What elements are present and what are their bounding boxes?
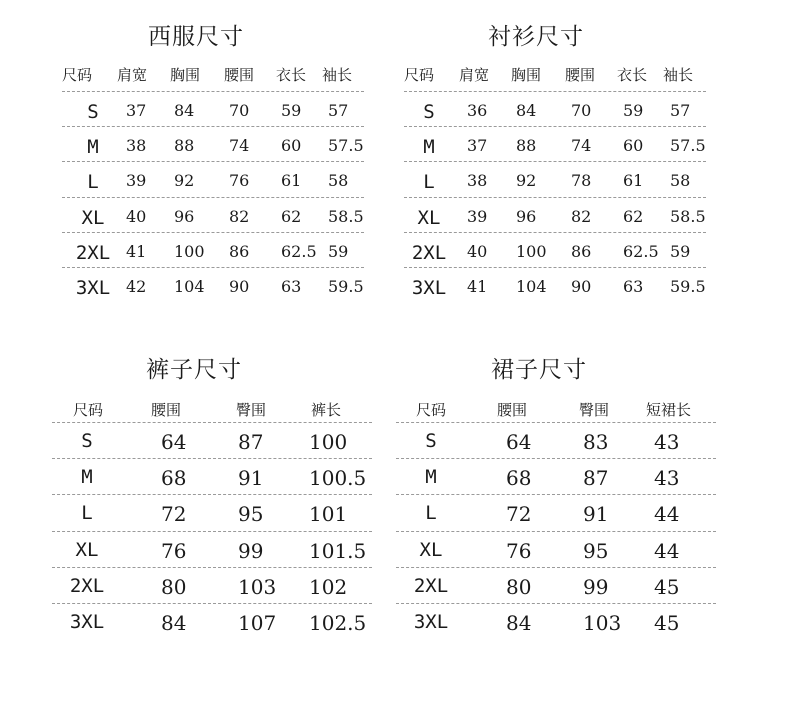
column-header: 袖长 bbox=[663, 66, 694, 84]
size-label: M bbox=[425, 466, 437, 489]
measurement-value: 91 bbox=[238, 466, 264, 491]
measurement-value: 102 bbox=[309, 574, 348, 599]
measurement-value: 57.5 bbox=[328, 136, 364, 156]
measurement-value: 37 bbox=[467, 136, 488, 156]
row-divider bbox=[396, 422, 716, 423]
measurement-value: 78 bbox=[571, 171, 592, 191]
measurement-value: 82 bbox=[229, 206, 250, 226]
size-label: XL bbox=[419, 538, 443, 561]
measurement-value: 68 bbox=[161, 466, 187, 491]
measurement-value: 68 bbox=[506, 466, 532, 491]
measurement-value: 62.5 bbox=[281, 241, 317, 261]
row-divider bbox=[404, 267, 706, 268]
measurement-value: 60 bbox=[281, 136, 302, 156]
row-divider bbox=[52, 422, 372, 423]
row-divider bbox=[62, 267, 364, 268]
size-label: L bbox=[81, 502, 93, 525]
column-header: 袖长 bbox=[322, 66, 353, 84]
measurement-value: 43 bbox=[654, 430, 680, 454]
measurement-value: 100.5 bbox=[309, 466, 367, 491]
measurement-value: 87 bbox=[238, 430, 264, 454]
row-divider bbox=[396, 531, 716, 532]
size-label: 2XL bbox=[75, 241, 111, 264]
measurement-value: 62.5 bbox=[623, 241, 659, 261]
measurement-value: 37 bbox=[126, 101, 147, 120]
measurement-value: 101 bbox=[309, 502, 348, 527]
column-header: 衣长 bbox=[617, 66, 648, 84]
column-header: 胸围 bbox=[511, 66, 542, 84]
measurement-value: 101.5 bbox=[309, 538, 367, 563]
measurement-value: 96 bbox=[516, 206, 537, 226]
measurement-value: 64 bbox=[506, 430, 532, 454]
measurement-value: 76 bbox=[506, 538, 532, 563]
measurement-value: 80 bbox=[161, 574, 187, 599]
size-label: M bbox=[423, 136, 435, 159]
measurement-value: 80 bbox=[506, 574, 532, 599]
size-label: M bbox=[87, 136, 99, 159]
measurement-value: 58 bbox=[670, 171, 691, 191]
measurement-value: 107 bbox=[238, 611, 277, 635]
column-header: 腰围 bbox=[151, 401, 182, 419]
measurement-value: 87 bbox=[583, 466, 609, 491]
column-header: 裤长 bbox=[311, 401, 342, 419]
measurement-value: 84 bbox=[516, 101, 537, 120]
measurement-value: 63 bbox=[281, 277, 302, 296]
measurement-value: 70 bbox=[571, 101, 592, 120]
row-divider bbox=[62, 91, 364, 92]
measurement-value: 58.5 bbox=[328, 206, 364, 226]
row-divider bbox=[62, 197, 364, 198]
measurement-value: 42 bbox=[126, 277, 147, 296]
measurement-value: 76 bbox=[161, 538, 187, 563]
measurement-value: 36 bbox=[467, 101, 488, 120]
size-label: L bbox=[87, 171, 99, 194]
size-label: M bbox=[81, 466, 93, 489]
measurement-value: 72 bbox=[161, 502, 187, 527]
measurement-value: 61 bbox=[281, 171, 302, 191]
measurement-value: 58 bbox=[328, 171, 349, 191]
measurement-value: 72 bbox=[506, 502, 532, 527]
column-header: 肩宽 bbox=[117, 66, 148, 84]
size-label: 3XL bbox=[69, 611, 105, 633]
measurement-value: 99 bbox=[583, 574, 609, 599]
measurement-value: 62 bbox=[281, 206, 302, 226]
measurement-value: 58.5 bbox=[670, 206, 706, 226]
size-label: L bbox=[425, 502, 437, 525]
size-label: XL bbox=[417, 206, 441, 229]
column-header: 尺码 bbox=[404, 66, 435, 84]
row-divider bbox=[52, 458, 372, 459]
measurement-value: 74 bbox=[229, 136, 250, 156]
measurement-value: 59.5 bbox=[328, 277, 364, 296]
measurement-value: 59 bbox=[281, 101, 302, 120]
measurement-value: 88 bbox=[174, 136, 195, 156]
measurement-value: 100 bbox=[309, 430, 348, 454]
column-header: 尺码 bbox=[62, 66, 93, 84]
row-divider bbox=[52, 494, 372, 495]
measurement-value: 40 bbox=[126, 206, 147, 226]
size-label: L bbox=[423, 171, 435, 194]
row-divider bbox=[62, 126, 364, 127]
measurement-value: 96 bbox=[174, 206, 195, 226]
measurement-value: 40 bbox=[467, 241, 488, 261]
column-header: 腰围 bbox=[224, 66, 255, 84]
row-divider bbox=[404, 161, 706, 162]
measurement-value: 84 bbox=[161, 611, 187, 635]
size-label: 2XL bbox=[411, 241, 447, 264]
skirt-table-title: 裙子尺寸 bbox=[491, 357, 587, 383]
row-divider bbox=[52, 531, 372, 532]
measurement-value: 45 bbox=[654, 611, 680, 635]
measurement-value: 74 bbox=[571, 136, 592, 156]
row-divider bbox=[62, 161, 364, 162]
row-divider bbox=[404, 232, 706, 233]
measurement-value: 90 bbox=[229, 277, 250, 296]
measurement-value: 38 bbox=[467, 171, 488, 191]
row-divider bbox=[62, 232, 364, 233]
measurement-value: 62 bbox=[623, 206, 644, 226]
measurement-value: 59 bbox=[623, 101, 644, 120]
row-divider bbox=[396, 494, 716, 495]
column-header: 胸围 bbox=[170, 66, 201, 84]
measurement-value: 59 bbox=[670, 241, 691, 261]
measurement-value: 57.5 bbox=[670, 136, 706, 156]
measurement-value: 103 bbox=[583, 611, 622, 635]
column-header: 腰围 bbox=[565, 66, 596, 84]
measurement-value: 90 bbox=[571, 277, 592, 296]
size-label: 2XL bbox=[69, 574, 105, 597]
row-divider bbox=[396, 458, 716, 459]
measurement-value: 44 bbox=[654, 538, 680, 563]
measurement-value: 57 bbox=[328, 101, 349, 120]
measurement-value: 57 bbox=[670, 101, 691, 120]
measurement-value: 88 bbox=[516, 136, 537, 156]
measurement-value: 70 bbox=[229, 101, 250, 120]
row-divider bbox=[404, 126, 706, 127]
row-divider bbox=[52, 567, 372, 568]
column-header: 臀围 bbox=[579, 401, 610, 419]
size-label: 3XL bbox=[75, 277, 111, 299]
measurement-value: 43 bbox=[654, 466, 680, 491]
row-divider bbox=[52, 603, 372, 604]
row-divider bbox=[396, 603, 716, 604]
measurement-value: 100 bbox=[174, 241, 205, 261]
pants-table-title: 裤子尺寸 bbox=[146, 357, 242, 383]
row-divider bbox=[396, 567, 716, 568]
measurement-value: 59 bbox=[328, 241, 349, 261]
column-header: 尺码 bbox=[73, 401, 104, 419]
size-label: XL bbox=[81, 206, 105, 229]
measurement-value: 41 bbox=[467, 277, 488, 296]
column-header: 肩宽 bbox=[459, 66, 490, 84]
measurement-value: 86 bbox=[229, 241, 250, 261]
suit-table-title: 西服尺寸 bbox=[148, 24, 244, 50]
measurement-value: 95 bbox=[583, 538, 609, 563]
size-label: S bbox=[423, 101, 435, 123]
row-divider bbox=[404, 91, 706, 92]
column-header: 短裙长 bbox=[646, 401, 692, 419]
measurement-value: 39 bbox=[126, 171, 147, 191]
measurement-value: 64 bbox=[161, 430, 187, 454]
size-label: 2XL bbox=[413, 574, 449, 597]
measurement-value: 41 bbox=[126, 241, 147, 261]
measurement-value: 92 bbox=[516, 171, 537, 191]
size-label: 3XL bbox=[411, 277, 447, 299]
size-label: 3XL bbox=[413, 611, 449, 633]
size-label: XL bbox=[75, 538, 99, 561]
measurement-value: 95 bbox=[238, 502, 264, 527]
measurement-value: 39 bbox=[467, 206, 488, 226]
measurement-value: 104 bbox=[516, 277, 547, 296]
measurement-value: 86 bbox=[571, 241, 592, 261]
column-header: 衣长 bbox=[276, 66, 307, 84]
measurement-value: 60 bbox=[623, 136, 644, 156]
measurement-value: 38 bbox=[126, 136, 147, 156]
measurement-value: 45 bbox=[654, 574, 680, 599]
shirt-table-title: 衬衫尺寸 bbox=[488, 24, 584, 50]
measurement-value: 92 bbox=[174, 171, 195, 191]
size-label: S bbox=[425, 430, 437, 452]
column-header: 腰围 bbox=[497, 401, 528, 419]
measurement-value: 99 bbox=[238, 538, 264, 563]
measurement-value: 44 bbox=[654, 502, 680, 527]
measurement-value: 63 bbox=[623, 277, 644, 296]
measurement-value: 102.5 bbox=[309, 611, 367, 635]
column-header: 臀围 bbox=[236, 401, 267, 419]
measurement-value: 61 bbox=[623, 171, 644, 191]
column-header: 尺码 bbox=[416, 401, 447, 419]
measurement-value: 100 bbox=[516, 241, 547, 261]
measurement-value: 84 bbox=[174, 101, 195, 120]
measurement-value: 84 bbox=[506, 611, 532, 635]
measurement-value: 104 bbox=[174, 277, 205, 296]
measurement-value: 91 bbox=[583, 502, 609, 527]
measurement-value: 59.5 bbox=[670, 277, 706, 296]
row-divider bbox=[404, 197, 706, 198]
measurement-value: 76 bbox=[229, 171, 250, 191]
size-label: S bbox=[87, 101, 99, 123]
size-label: S bbox=[81, 430, 93, 452]
measurement-value: 103 bbox=[238, 574, 277, 599]
measurement-value: 83 bbox=[583, 430, 609, 454]
measurement-value: 82 bbox=[571, 206, 592, 226]
